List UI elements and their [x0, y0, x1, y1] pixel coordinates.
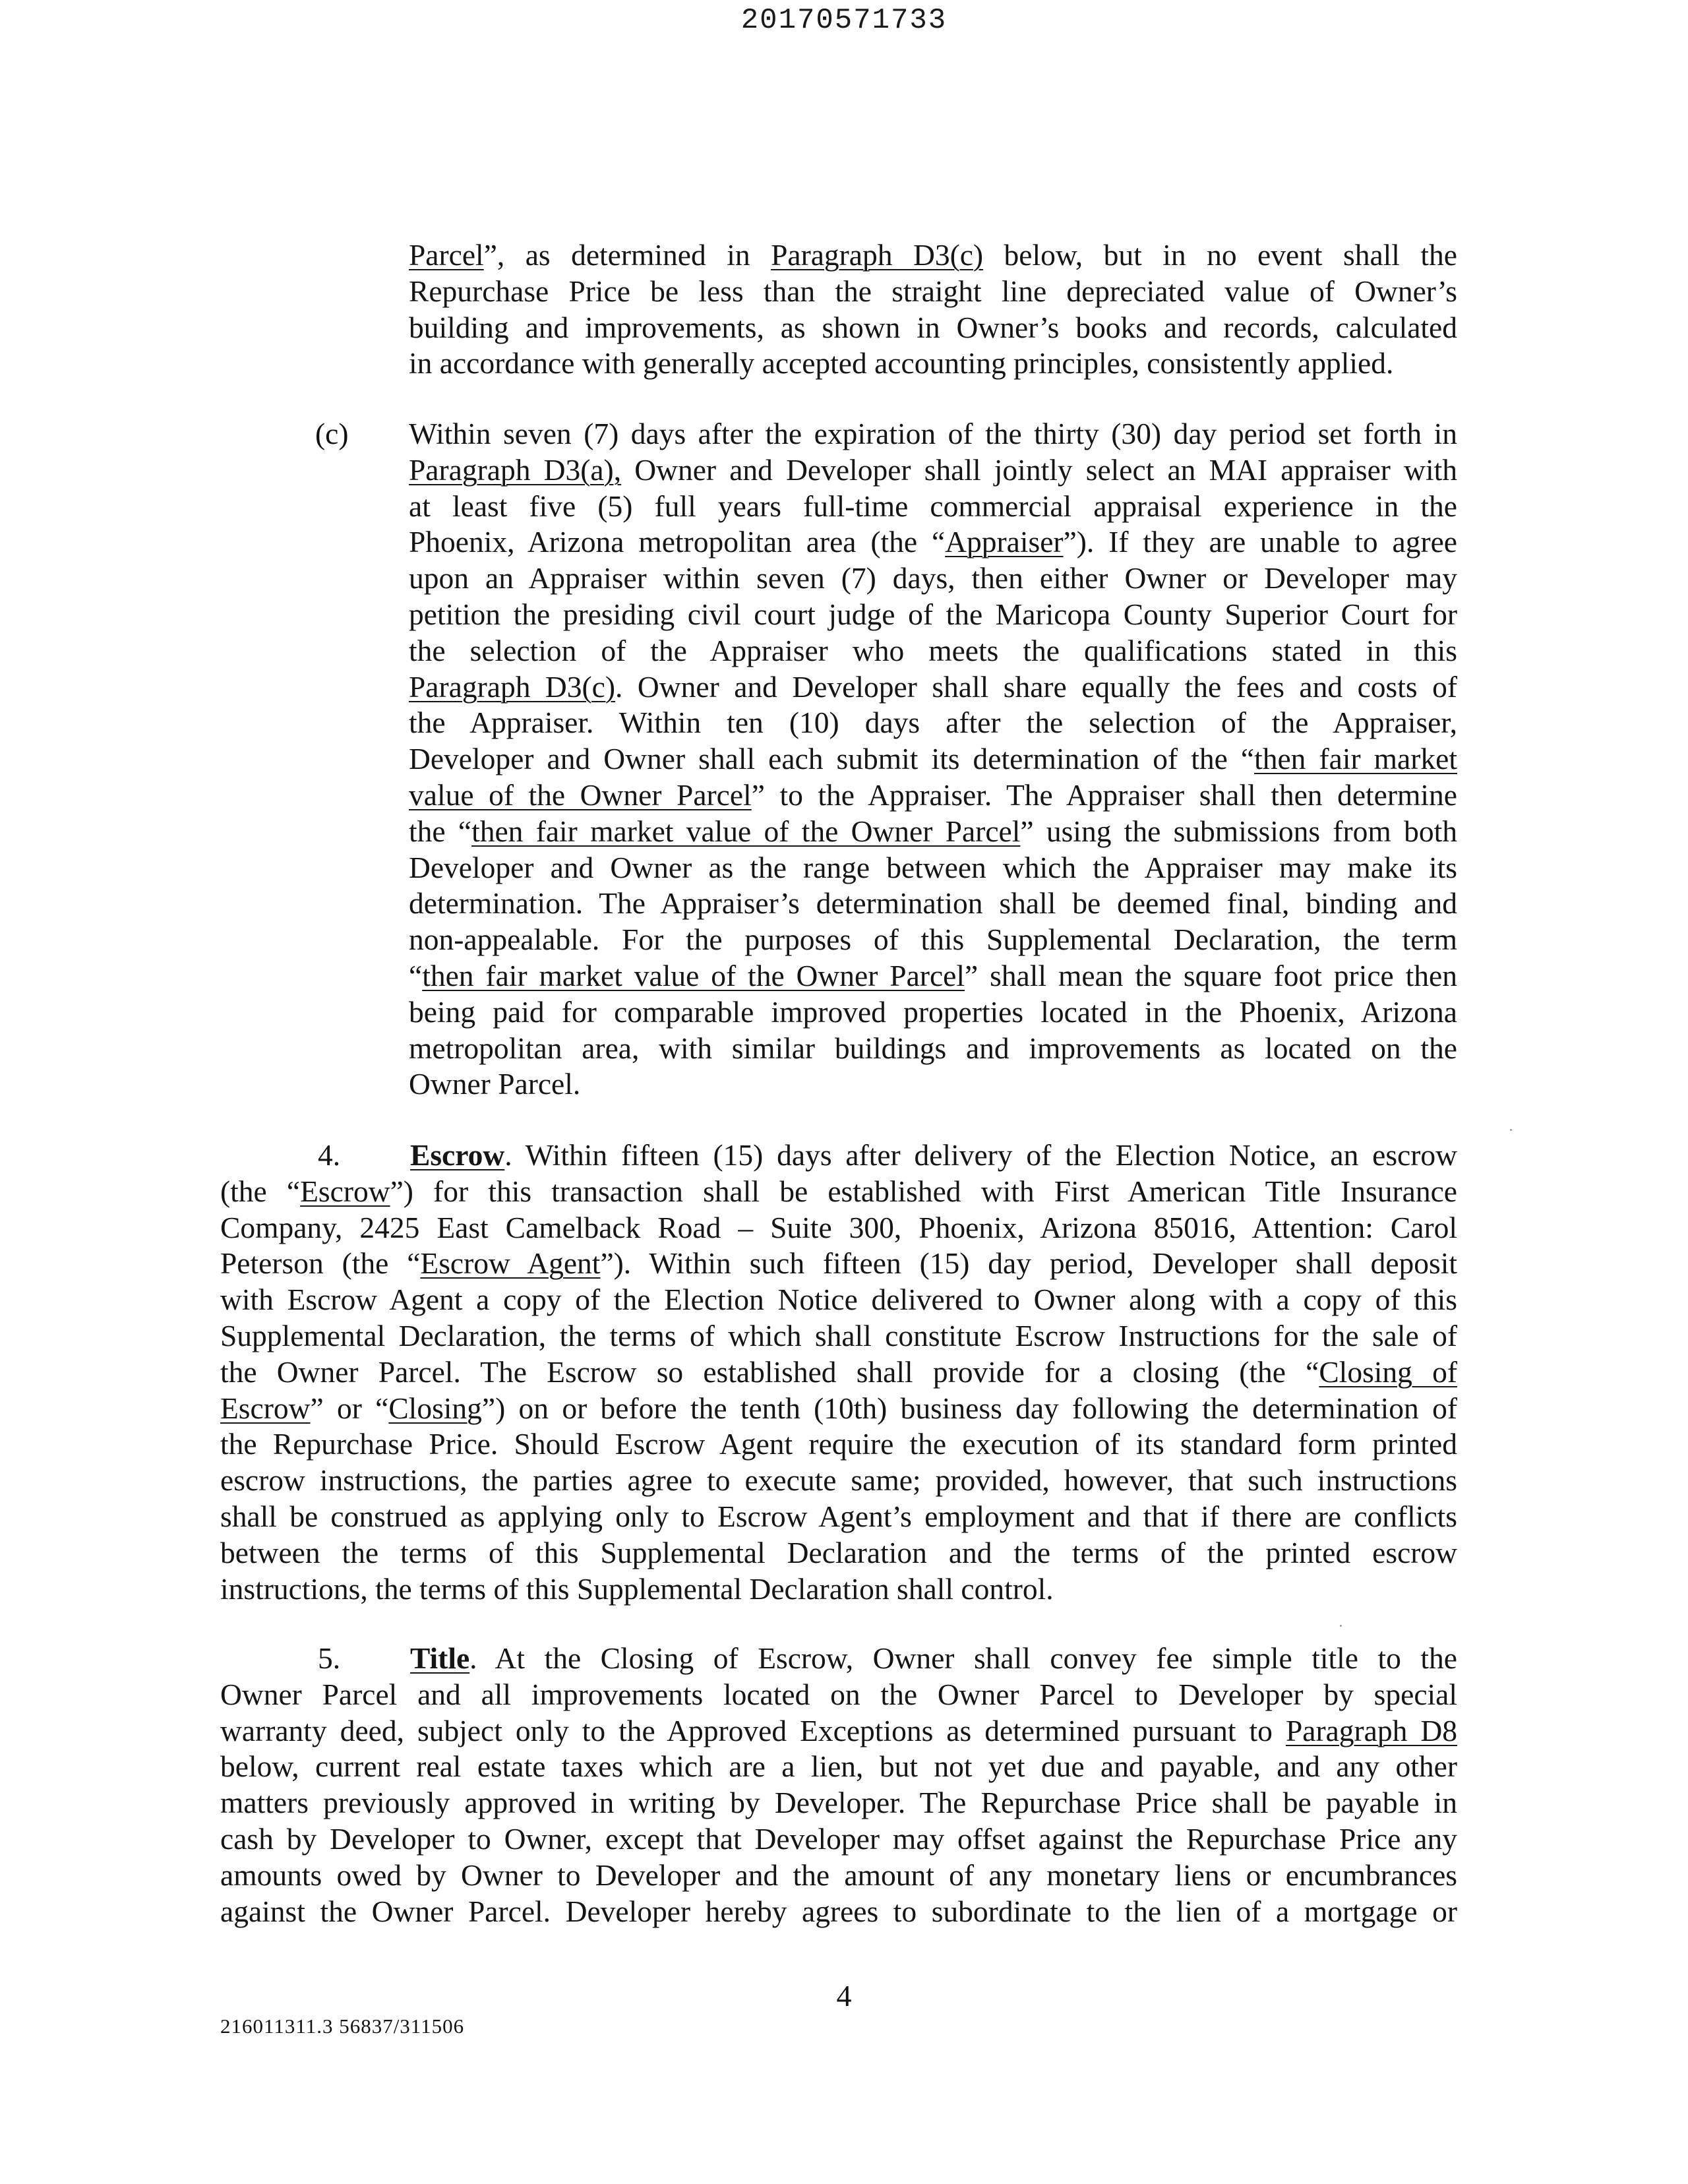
- text-line: [220, 1138, 1457, 1174]
- section-5-title: [220, 1641, 1457, 1929]
- section-heading: Title: [410, 1641, 470, 1675]
- text-segment: ” to the Appraiser. The Appraiser shall then determine: [751, 777, 1457, 812]
- scan-speck: [1510, 1129, 1512, 1131]
- paragraph-reference: Paragraph D3(a),: [409, 452, 622, 487]
- text-line: [220, 1174, 1457, 1210]
- text-segment: ”, as determined in: [483, 238, 771, 272]
- defined-term: then fair market: [1254, 742, 1457, 776]
- defined-term: Escrow: [300, 1174, 390, 1208]
- text-line: escrow instructions, the parties agree to execute same; provided, however, that such instructions: [220, 1463, 1457, 1498]
- defined-term: Escrow: [220, 1391, 311, 1425]
- text-line: Within seven (7) days after the expiration of the thirty (30) day period set forth in: [409, 417, 1457, 450]
- text-segment: . At the Closing of Escrow, Owner shall convey fee simple title to the: [469, 1641, 1457, 1675]
- text-line: [220, 1713, 1457, 1749]
- text-line: building and improvements, as shown in Owner’s books and records, calculated: [409, 310, 1457, 344]
- defined-term: then fair market value of the Owner Parcel: [471, 814, 1021, 848]
- defined-term: Escrow Agent: [420, 1246, 601, 1281]
- paragraph-b-continuation: [409, 237, 1457, 382]
- text-line: [409, 452, 1457, 489]
- scan-speck: [1340, 1625, 1342, 1627]
- text-line: in accordance with generally accepted accounting principles, consistently applied.: [409, 346, 1394, 380]
- text-line: instructions, the terms of this Supplemental Declaration shall control.: [220, 1571, 1054, 1606]
- defined-term: then fair market value of the Owner Parcel: [422, 958, 965, 992]
- text-line: petition the presiding civil court judge of the Maricopa County Superior Court for: [409, 597, 1457, 631]
- text-line: Company, 2425 East Camelback Road – Suite 300, Phoenix, Arizona 85016, Attention: Carol: [220, 1210, 1457, 1244]
- document-id: 216011311.3 56837/311506: [220, 2015, 465, 2038]
- paragraph-reference: Paragraph D8: [1285, 1713, 1457, 1747]
- text-line: metropolitan area, with similar buildings and improvements as located on the: [409, 1031, 1457, 1065]
- section-number: 4.: [318, 1138, 341, 1172]
- text-segment: the “: [409, 814, 472, 848]
- text-segment: Owner and Developer shall jointly select an MAI appraiser with: [621, 452, 1457, 487]
- text-line: [220, 1641, 1457, 1677]
- text-segment: warranty deed, subject only to the Approved Exceptions as determined pursuant to: [220, 1713, 1286, 1747]
- text-segment: ” or “: [310, 1391, 389, 1425]
- text-segment: Peterson (the “: [220, 1246, 421, 1281]
- text-line: determination. The Appraiser’s determination shall be deemed final, binding and: [409, 886, 1457, 921]
- text-segment: (the “: [220, 1174, 301, 1208]
- text-line: [409, 669, 1457, 706]
- text-segment: . Owner and Developer shall share equally the fees and costs of: [615, 669, 1457, 704]
- text-segment: below, but in no event shall the: [983, 238, 1457, 272]
- section-number: 5.: [318, 1641, 341, 1675]
- defined-term: value of the Owner Parcel: [409, 777, 752, 812]
- text-line: [409, 237, 1457, 274]
- defined-term: Closing: [388, 1391, 482, 1425]
- text-line: Supplemental Declaration, the terms of which shall constitute Escrow Instructions for the sale of: [220, 1318, 1457, 1352]
- text-segment: . Within fifteen (15) days after delivery of the Election Notice, an escrow: [504, 1138, 1457, 1172]
- text-line: cash by Developer to Owner, except that Developer may offset against the Repurchase Price any: [220, 1821, 1457, 1856]
- text-line: amounts owed by Owner to Developer and the amount of any monetary liens or encumbrances: [220, 1858, 1457, 1892]
- defined-term: Appraiser: [945, 525, 1064, 559]
- text-segment: Developer and Owner shall each submit its determination of the “: [409, 742, 1255, 776]
- text-line: upon an Appraiser within seven (7) days, then either Owner or Developer may: [409, 561, 1457, 595]
- paragraph-c-label: (c): [315, 417, 349, 450]
- text-line: Repurchase Price be less than the straight line depreciated value of Owner’s: [409, 274, 1457, 308]
- text-line: [409, 814, 1457, 850]
- paragraph-reference: Paragraph D3(c): [409, 669, 616, 704]
- text-line: non-appealable. For the purposes of this Supplemental Declaration, the term: [409, 923, 1457, 957]
- text-line: [409, 741, 1457, 777]
- text-line: Owner Parcel and all improvements located on the Owner Parcel to Developer by special: [220, 1677, 1457, 1711]
- text-line: being paid for comparable improved properties located in the Phoenix, Arizona: [409, 994, 1457, 1029]
- text-line: the Appraiser. Within ten (10) days after the selection of the Appraiser,: [409, 706, 1457, 740]
- defined-term: Closing of: [1319, 1354, 1457, 1389]
- text-line: against the Owner Parcel. Developer hereby agrees to subordinate to the lien of a mortgage or: [220, 1894, 1457, 1928]
- section-heading: Escrow: [410, 1138, 505, 1172]
- text-segment: “: [409, 958, 423, 992]
- text-line: [220, 1246, 1457, 1282]
- text-line: between the terms of this Supplemental Declaration and the terms of the printed escrow: [220, 1535, 1457, 1569]
- underlined-term: Parcel: [409, 238, 484, 272]
- text-line: [409, 524, 1457, 561]
- text-line: [409, 777, 1457, 814]
- text-line: at least five (5) full years full-time commercial appraisal experience in the: [409, 489, 1457, 523]
- text-segment: ”) for this transaction shall be established with First American Title Insurance: [390, 1174, 1457, 1208]
- text-segment: Phoenix, Arizona metropolitan area (the “: [409, 525, 946, 559]
- paragraph-c: [409, 416, 1457, 1103]
- text-line: the selection of the Appraiser who meets the qualifications stated in this: [409, 633, 1457, 667]
- page-number: 4: [836, 1979, 852, 2013]
- text-line: the Repurchase Price. Should Escrow Agent require the execution of its standard form printed: [220, 1427, 1457, 1461]
- text-segment: ”). Within such fifteen (15) day period, Developer shall deposit: [600, 1246, 1458, 1281]
- text-line: [409, 958, 1457, 994]
- text-line: below, current real estate taxes which are a lien, but not yet due and payable, and any other: [220, 1749, 1457, 1784]
- paragraph-reference: Paragraph D3(c): [771, 238, 984, 272]
- text-segment: ”) on or before the tenth (10th) business day following the determination of: [481, 1391, 1457, 1425]
- text-line: with Escrow Agent a copy of the Election Notice delivered to Owner along with a copy of this: [220, 1283, 1457, 1317]
- text-segment: ”). If they are unable to agree: [1063, 525, 1457, 559]
- text-line: [220, 1391, 1457, 1427]
- text-line: Owner Parcel.: [409, 1067, 581, 1101]
- text-line: matters previously approved in writing by Developer. The Repurchase Price shall be payable in: [220, 1786, 1457, 1820]
- text-line: shall be construed as applying only to Escrow Agent’s employment and that if there are conflicts: [220, 1499, 1457, 1533]
- recording-number: 20170571733: [740, 4, 948, 37]
- text-segment: the Owner Parcel. The Escrow so established shall provide for a closing (the “: [220, 1354, 1319, 1389]
- text-line: Developer and Owner as the range between which the Appraiser may make its: [409, 850, 1457, 884]
- text-segment: ” shall mean the square foot price then: [964, 958, 1457, 992]
- text-line: [220, 1354, 1457, 1391]
- text-segment: ” using the submissions from both: [1020, 814, 1457, 848]
- section-4-escrow: [220, 1138, 1457, 1607]
